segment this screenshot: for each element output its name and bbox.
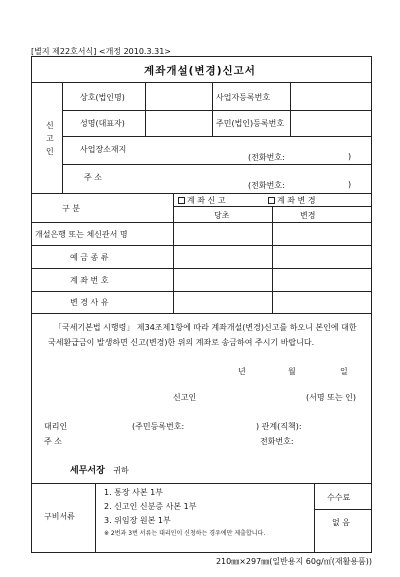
- date-day-label: 일: [340, 367, 348, 376]
- document-item-3: 3. 위임장 원본 1부: [104, 516, 171, 525]
- proxy-address-label: 주 소: [44, 437, 62, 446]
- phone-close-1: ): [348, 152, 352, 161]
- form-title: 계좌개설(변경)신고서: [144, 65, 256, 77]
- phone-close-2: ): [348, 180, 352, 189]
- fee-label: 수수료: [327, 493, 351, 502]
- reporter-label-3: 인: [46, 147, 54, 156]
- phone-label-2: (전화번호:: [248, 181, 285, 190]
- documents-label: 구비서류: [44, 512, 75, 521]
- tax-office-name: 세무서장: [70, 466, 105, 476]
- option-account-change[interactable]: [268, 195, 316, 206]
- option-account-new-label: 계 좌 신 고: [187, 196, 226, 205]
- documents-note: ※ 2번과 3번 서류는 대리인이 신청하는 경우에만 제출합니다.: [104, 530, 266, 537]
- document-item-2: 2. 신고인 신분증 사본 1부: [104, 502, 197, 511]
- proxy-phone-label: 전화번호:: [260, 437, 294, 446]
- date-month-label: 월: [288, 367, 296, 376]
- statement-text: 「국세기본법 시행령」 제34조제1항에 따라 계좌개설(변경)신고를 하오니 본인에 대한 국세환급금이 발생하면 신고(변경)한 위의 계좌로 송금하여 주시기 바랍니다.: [48, 323, 357, 347]
- reporter-label-1: 신: [46, 121, 54, 130]
- document-item-1: 1. 통장 사본 1부: [104, 488, 163, 497]
- phone-label-1: (전화번호:: [248, 153, 285, 162]
- recipient-suffix: 귀하: [113, 466, 129, 475]
- checkbox-icon[interactable]: [178, 197, 185, 204]
- deposit-type-label: 예 금 종 류: [70, 253, 109, 262]
- address-label: 주 소: [84, 173, 102, 182]
- proxy-label: 대리인: [44, 422, 68, 431]
- business-name-label: 상호(법인명): [80, 93, 125, 102]
- fee-value: 없 음: [332, 518, 350, 527]
- column-changed: 변경: [300, 211, 316, 220]
- proxy-id-label: (주민등록번호:: [132, 422, 185, 431]
- category-label: 구 분: [62, 204, 80, 213]
- paper-spec-footer: 210㎜×297㎜(일반용지 60g/㎡(재활용품)): [215, 557, 372, 566]
- reporter-sign-label: 신고인: [173, 393, 197, 402]
- resident-no-label: 주민(법인)등록번호: [216, 119, 285, 128]
- representative-label: 성명(대표자): [80, 119, 125, 128]
- relation-label: ) 관계(직책):: [256, 422, 302, 431]
- checkbox-icon[interactable]: [268, 197, 275, 204]
- signature-label: (서명 또는 인): [306, 393, 356, 402]
- option-account-new[interactable]: [178, 195, 226, 206]
- date-year-label: 년: [238, 367, 246, 376]
- bank-name-label: 개설은행 또는 체신관서 명: [35, 230, 128, 239]
- reporter-label-2: 고: [46, 134, 54, 143]
- recipient: [70, 463, 129, 476]
- column-current: 당초: [214, 211, 230, 220]
- business-reg-no-label: 사업자등록번호: [216, 93, 271, 102]
- account-number-label: 계 좌 번 호: [70, 276, 109, 285]
- business-address-label: 사업장소재지: [80, 145, 127, 154]
- change-reason-label: 변 경 사 유: [70, 298, 109, 307]
- option-account-change-label: 계 좌 변 경: [277, 196, 316, 205]
- form-number-note: [별지 제22호서식] <개정 2010.3.31>: [31, 47, 171, 56]
